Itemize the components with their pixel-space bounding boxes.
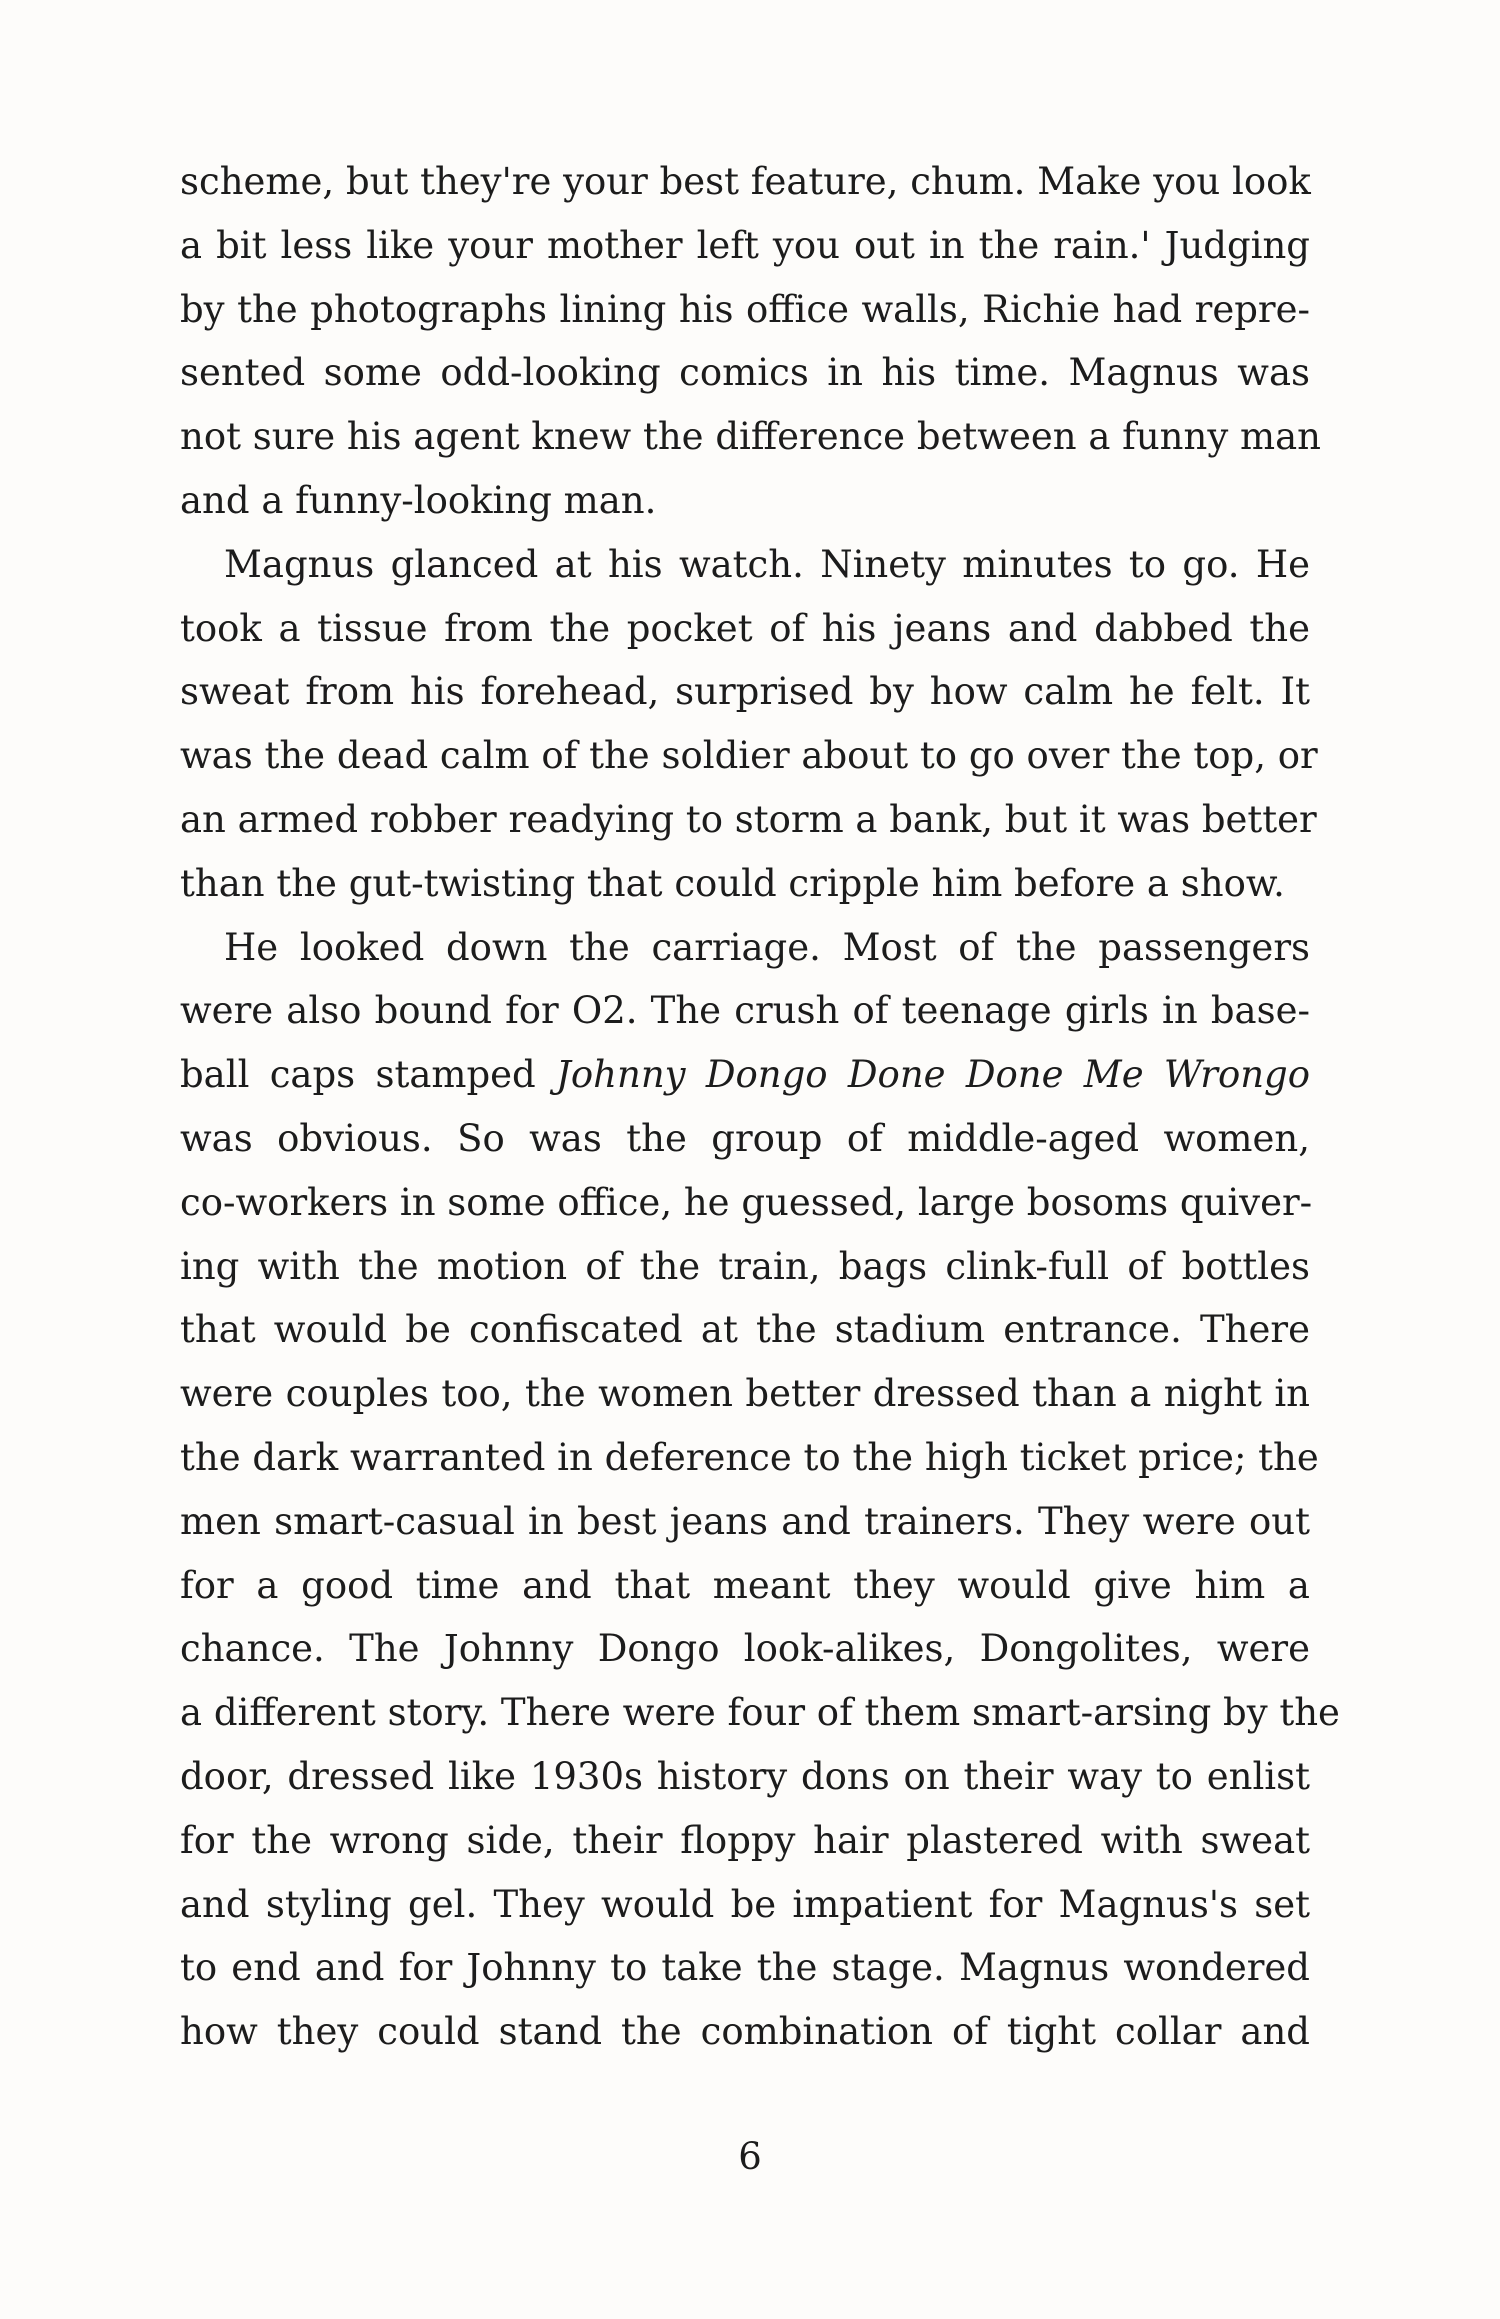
text-line: were couples too, the women better dressed than a night in [180,1372,1310,1416]
text-line: a different story. There were four of them smart-arsing by the [180,1691,1340,1735]
text-line: than the gut-twisting that could cripple him before a show. [180,861,1285,905]
text-line: to end and for Johnny to take the stage. Magnus wondered [180,1946,1310,1990]
text-line: co-workers in some office, he guessed, large bosoms quiver- [180,1180,1313,1224]
text-line: men smart-casual in best jeans and trainers. They were out [180,1499,1310,1543]
text-line: and styling gel. They would be impatient for Magnus's set [180,1882,1310,1926]
body-text [180,150,1340,2064]
text-line: Magnus glanced at his watch. Ninety minutes to go. He [224,542,1310,586]
paragraph-1 [180,150,1321,533]
text-line: He looked down the carriage. Most of the passengers [224,925,1310,969]
text-line: for the wrong side, their floppy hair plastered with sweat [180,1818,1310,1862]
text-line: sweat from his forehead, surprised by how calm he felt. It [180,670,1310,714]
text-line: was obvious. So was the group of middle-aged women, [180,1116,1310,1160]
page-number: 6 [738,2135,762,2178]
text-line: that would be confiscated at the stadium entrance. There [180,1308,1310,1352]
text-line: not sure his agent knew the difference between a funny man [180,415,1321,459]
text-line: was the dead calm of the soldier about to go over the top, or [180,734,1318,778]
text-line: took a tissue from the pocket of his jeans and dabbed the [180,606,1310,650]
text-segment: ball caps stamped [180,1053,536,1097]
text-line: for a good time and that meant they would give him a [180,1563,1310,1607]
italic-title: Johnny Dongo Done Done Me Wrongo [556,1053,1311,1097]
text-line: door, dressed like 1930s history dons on their way to enlist [180,1754,1310,1798]
text-line: were also bound for O2. The crush of teenage girls in base- [180,989,1310,1033]
text-line-with-italic [180,1043,1310,1107]
paragraph-3 [180,916,1340,2064]
paragraph-2 [180,533,1318,916]
text-line: chance. The Johnny Dongo look-alikes, Dongolites, were [180,1627,1310,1671]
text-line: scheme, but they're your best feature, chum. Make you look [180,160,1311,203]
text-line: an armed robber readying to storm a bank, but it was better [180,797,1317,841]
text-line: a bit less like your mother left you out in the rain.' Judging [180,223,1310,267]
text-line: the dark warranted in deference to the high ticket price; the [180,1435,1319,1479]
text-line: how they could stand the combination of tight collar and [180,2010,1310,2054]
text-line: sented some odd-looking comics in his time. Magnus was [180,351,1310,395]
text-line: and a funny-looking man. [180,478,657,522]
text-line: by the photographs lining his office walls, Richie had repre- [180,287,1310,331]
text-line: ing with the motion of the train, bags clink-full of bottles [180,1244,1310,1288]
